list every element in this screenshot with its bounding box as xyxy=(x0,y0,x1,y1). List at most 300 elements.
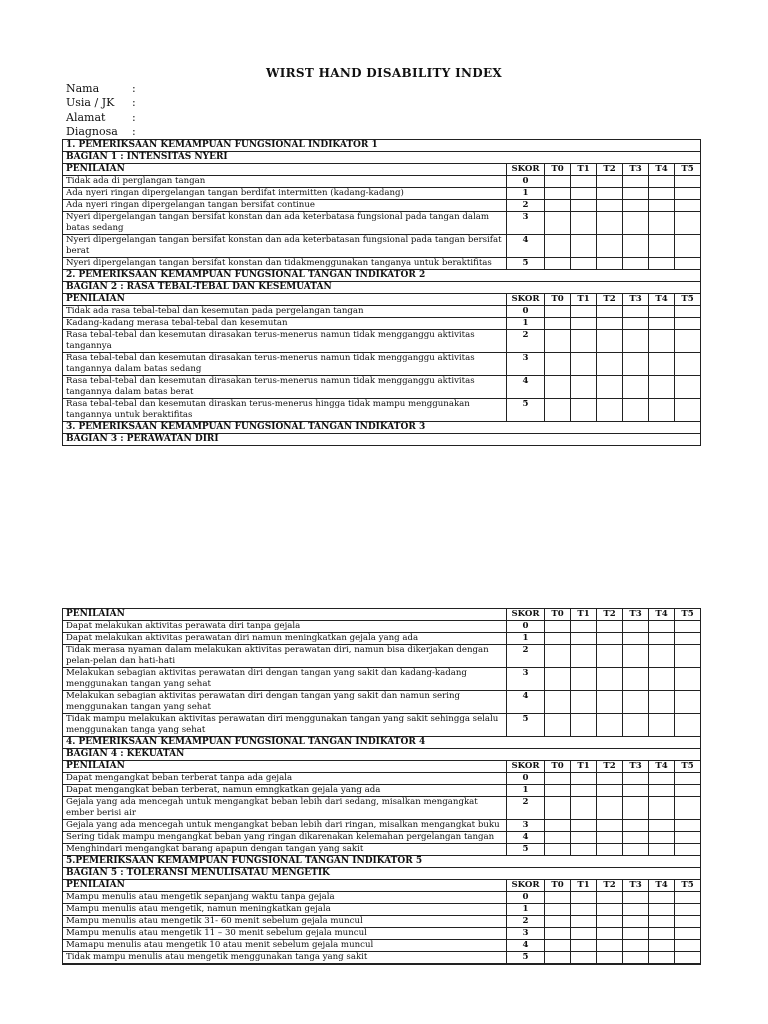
t0-header: T0 xyxy=(545,880,571,892)
score-cell-t5[interactable] xyxy=(675,668,701,691)
score-cell-t5[interactable] xyxy=(675,176,701,188)
score-value: 1 xyxy=(507,633,545,645)
score-cell-t3[interactable] xyxy=(623,797,649,820)
score-cell-t3[interactable] xyxy=(623,785,649,797)
score-cell-t2[interactable] xyxy=(597,952,623,964)
score-cell-t0[interactable] xyxy=(545,258,571,270)
score-cell-t1[interactable] xyxy=(571,176,597,188)
score-cell-t5[interactable] xyxy=(675,212,701,235)
score-cell-t2[interactable] xyxy=(597,376,623,399)
score-cell-t2[interactable] xyxy=(597,621,623,633)
t3-header: T3 xyxy=(623,880,649,892)
score-cell-t1[interactable] xyxy=(571,928,597,940)
score-cell-t4[interactable] xyxy=(649,714,675,737)
score-cell-t5[interactable] xyxy=(675,928,701,940)
score-cell-t2[interactable] xyxy=(597,714,623,737)
t4-header: T4 xyxy=(649,164,675,176)
indicator-3-heading-row xyxy=(63,422,701,434)
score-cell-t2[interactable] xyxy=(597,940,623,952)
score-cell-t0[interactable] xyxy=(545,940,571,952)
column-header-row xyxy=(63,609,701,621)
score-cell-t3[interactable] xyxy=(623,200,649,212)
criterion-text: Mampu menulis atau mengetik 11 – 30 menit sebelum gejala muncul xyxy=(63,928,507,940)
score-cell-t0[interactable] xyxy=(545,892,571,904)
table-row xyxy=(63,633,701,645)
criterion-text: Mamapu menulis atau mengetik 10 atau menit sebelum gejala muncul xyxy=(63,940,507,952)
score-cell-t3[interactable] xyxy=(623,904,649,916)
score-cell-t1[interactable] xyxy=(571,832,597,844)
score-cell-t2[interactable] xyxy=(597,645,623,668)
t5-header: T5 xyxy=(675,294,701,306)
score-cell-t3[interactable] xyxy=(623,714,649,737)
criterion-text: Sering tidak mampu mengangkat beban yang ringan dikarenakan kelemahan pergelangan tangan xyxy=(63,832,507,844)
t2-header: T2 xyxy=(597,880,623,892)
score-value: 5 xyxy=(507,714,545,737)
t4-header: T4 xyxy=(649,609,675,621)
indicator-2-heading: 2. PEMERIKSAAN KEMAMPUAN FUNGSIONAL TANGAN INDIKATOR 2 xyxy=(63,270,701,282)
score-cell-t1[interactable] xyxy=(571,844,597,856)
score-cell-t4[interactable] xyxy=(649,176,675,188)
score-cell-t5[interactable] xyxy=(675,621,701,633)
score-cell-t4[interactable] xyxy=(649,785,675,797)
score-cell-t2[interactable] xyxy=(597,200,623,212)
table-row xyxy=(63,785,701,797)
score-value: 2 xyxy=(507,200,545,212)
score-cell-t2[interactable] xyxy=(597,353,623,376)
score-cell-t2[interactable] xyxy=(597,785,623,797)
criterion-text: Mampu menulis atau mengetik sepanjang waktu tanpa gejala xyxy=(63,892,507,904)
t5-header: T5 xyxy=(675,609,701,621)
score-cell-t5[interactable] xyxy=(675,714,701,737)
t0-header: T0 xyxy=(545,164,571,176)
score-cell-t4[interactable] xyxy=(649,258,675,270)
score-cell-t5[interactable] xyxy=(675,188,701,200)
criterion-text xyxy=(63,964,507,965)
score-cell-t0[interactable] xyxy=(545,691,571,714)
score-cell-t3[interactable] xyxy=(623,940,649,952)
score-cell-t5[interactable] xyxy=(675,832,701,844)
score-cell-t3[interactable] xyxy=(623,844,649,856)
score-cell-t5[interactable] xyxy=(675,200,701,212)
score-cell-t2[interactable] xyxy=(597,820,623,832)
score-cell-t1[interactable] xyxy=(571,200,597,212)
score-cell-t0[interactable] xyxy=(545,714,571,737)
score-cell-t5[interactable] xyxy=(675,330,701,353)
table-row xyxy=(63,952,701,964)
score-cell-t2[interactable] xyxy=(597,832,623,844)
t3-header: T3 xyxy=(623,294,649,306)
score-cell-t5[interactable] xyxy=(675,952,701,964)
score-cell-t0[interactable] xyxy=(545,844,571,856)
table-row xyxy=(63,176,701,188)
score-cell-t0[interactable] xyxy=(545,353,571,376)
score-cell-t4[interactable] xyxy=(649,916,675,928)
score-cell-t0[interactable] xyxy=(545,904,571,916)
criterion-text: Mampu menulis atau mengetik, namun meningkatkan gejala xyxy=(63,904,507,916)
score-cell-t3[interactable] xyxy=(623,376,649,399)
score-value: 4 xyxy=(507,691,545,714)
table-row xyxy=(63,645,701,668)
score-cell-t0[interactable] xyxy=(545,212,571,235)
score-cell-t3[interactable] xyxy=(623,916,649,928)
table-row xyxy=(63,797,701,820)
score-cell-t0[interactable] xyxy=(545,200,571,212)
score-cell-t2[interactable] xyxy=(597,188,623,200)
score-cell-t0[interactable] xyxy=(545,306,571,318)
score-cell-t1[interactable] xyxy=(571,785,597,797)
score-cell-t1[interactable] xyxy=(571,714,597,737)
score-cell-t1[interactable] xyxy=(571,691,597,714)
score-cell-t5[interactable] xyxy=(675,376,701,399)
table-row xyxy=(63,353,701,376)
document-title: WIRST HAND DISABILITY INDEX xyxy=(265,66,503,80)
table-row xyxy=(63,258,701,270)
score-cell-t4[interactable] xyxy=(649,330,675,353)
score-cell-t5[interactable] xyxy=(675,820,701,832)
t1-header: T1 xyxy=(571,761,597,773)
score-cell-t3[interactable] xyxy=(623,892,649,904)
score-cell-t5[interactable] xyxy=(675,940,701,952)
score-cell-t0[interactable] xyxy=(545,645,571,668)
score-cell-t2[interactable] xyxy=(597,668,623,691)
score-cell-t1[interactable] xyxy=(571,258,597,270)
score-cell-t4[interactable] xyxy=(649,645,675,668)
score-cell-t1[interactable] xyxy=(571,940,597,952)
criterion-text: Ada nyeri ringan dipergelangan tangan berdifat intermitten (kadang-kadang) xyxy=(63,188,507,200)
penilaian-header: PENILAIAN xyxy=(63,761,507,773)
score-cell-t5[interactable] xyxy=(675,916,701,928)
t3-header: T3 xyxy=(623,761,649,773)
score-cell-t0[interactable] xyxy=(545,916,571,928)
score-cell-t3[interactable] xyxy=(623,964,649,965)
penilaian-header: PENILAIAN xyxy=(63,294,507,306)
bagian-5-heading-row xyxy=(63,868,701,880)
score-cell-t3[interactable] xyxy=(623,773,649,785)
bagian-5-heading: BAGIAN 5 : TOLERANSI MENULISATAU MENGETIK xyxy=(63,868,701,880)
table-row xyxy=(63,844,701,856)
table-row xyxy=(63,376,701,399)
criterion-text: Nyeri dipergelangan tangan bersifat konstan dan ada keterbatasa fungsional pada tangan dalam batas sedang xyxy=(63,212,507,235)
score-cell-t0[interactable] xyxy=(545,621,571,633)
field-colon: : xyxy=(132,111,136,124)
criterion-text: Tidak ada di perglangan tangan xyxy=(63,176,507,188)
score-cell-t4[interactable] xyxy=(649,844,675,856)
score-cell-t1[interactable] xyxy=(571,235,597,258)
field-colon: : xyxy=(132,96,136,109)
indicator-1-heading: 1. PEMERIKSAAN KEMAMPUAN FUNGSIONAL INDIKATOR 1 xyxy=(63,140,701,152)
t5-header: T5 xyxy=(675,880,701,892)
score-cell-t0[interactable] xyxy=(545,376,571,399)
score-cell-t4[interactable] xyxy=(649,904,675,916)
t2-header: T2 xyxy=(597,609,623,621)
column-header-row xyxy=(63,294,701,306)
column-header-row xyxy=(63,164,701,176)
score-cell-t4[interactable] xyxy=(649,691,675,714)
score-cell-t4[interactable] xyxy=(649,892,675,904)
penilaian-header: PENILAIAN xyxy=(63,880,507,892)
score-cell-t1[interactable] xyxy=(571,376,597,399)
score-cell-t3[interactable] xyxy=(623,621,649,633)
score-cell-t0[interactable] xyxy=(545,330,571,353)
score-cell-t0[interactable] xyxy=(545,633,571,645)
score-cell-t4[interactable] xyxy=(649,621,675,633)
score-cell-t3[interactable] xyxy=(623,820,649,832)
score-cell-t3[interactable] xyxy=(623,318,649,330)
score-value: 0 xyxy=(507,306,545,318)
score-cell-t2[interactable] xyxy=(597,306,623,318)
score-cell-t0[interactable] xyxy=(545,176,571,188)
score-cell-t0[interactable] xyxy=(545,318,571,330)
score-cell-t1[interactable] xyxy=(571,318,597,330)
score-value: 4 xyxy=(507,235,545,258)
skor-header: SKOR xyxy=(507,294,545,306)
score-cell-t3[interactable] xyxy=(623,832,649,844)
t0-header: T0 xyxy=(545,761,571,773)
skor-header: SKOR xyxy=(507,609,545,621)
score-cell-t2[interactable] xyxy=(597,633,623,645)
score-value: 0 xyxy=(507,176,545,188)
score-cell-t5[interactable] xyxy=(675,645,701,668)
score-cell-t3[interactable] xyxy=(623,691,649,714)
score-cell-t4[interactable] xyxy=(649,353,675,376)
score-cell-t4[interactable] xyxy=(649,633,675,645)
score-cell-t2[interactable] xyxy=(597,964,623,965)
score-cell-t0[interactable] xyxy=(545,928,571,940)
score-cell-t3[interactable] xyxy=(623,645,649,668)
score-cell-t2[interactable] xyxy=(597,844,623,856)
score-cell-t5[interactable] xyxy=(675,691,701,714)
bagian-2-heading: BAGIAN 2 : RASA TEBAL-TEBAL DAN KESEMUATAN xyxy=(63,282,701,294)
score-value: 3 xyxy=(507,353,545,376)
score-cell-t4[interactable] xyxy=(649,964,675,965)
score-cell-t5[interactable] xyxy=(675,892,701,904)
table-row xyxy=(63,212,701,235)
score-cell-t2[interactable] xyxy=(597,212,623,235)
field-diagnosa xyxy=(66,125,136,138)
score-value: 3 xyxy=(507,212,545,235)
criterion-text: Mampu menulis atau mengetik 31- 60 menit sebelum gejala muncul xyxy=(63,916,507,928)
penilaian-header: PENILAIAN xyxy=(63,609,507,621)
score-cell-t1[interactable] xyxy=(571,188,597,200)
criterion-text: Dapat melakukan aktivitas perawata diri tanpa gejala xyxy=(63,621,507,633)
score-cell-t4[interactable] xyxy=(649,399,675,422)
table-row xyxy=(63,916,701,928)
score-cell-t4[interactable] xyxy=(649,668,675,691)
assessment-table-1 xyxy=(62,139,701,446)
score-cell-t3[interactable] xyxy=(623,306,649,318)
score-cell-t1[interactable] xyxy=(571,892,597,904)
score-cell-t1[interactable] xyxy=(571,797,597,820)
score-cell-t3[interactable] xyxy=(623,952,649,964)
score-cell-t1[interactable] xyxy=(571,212,597,235)
score-cell-t4[interactable] xyxy=(649,773,675,785)
column-header-row xyxy=(63,880,701,892)
score-cell-t4[interactable] xyxy=(649,200,675,212)
score-cell-t2[interactable] xyxy=(597,691,623,714)
score-cell-t4[interactable] xyxy=(649,235,675,258)
score-cell-t0[interactable] xyxy=(545,820,571,832)
score-value: 1 xyxy=(507,318,545,330)
criterion-text: Dapat mengangkat beban terberat, namun emngkatkan gejala yang ada xyxy=(63,785,507,797)
score-cell-t4[interactable] xyxy=(649,832,675,844)
score-cell-t4[interactable] xyxy=(649,797,675,820)
bagian-3-heading-row xyxy=(63,434,701,446)
score-cell-t0[interactable] xyxy=(545,797,571,820)
score-cell-t5[interactable] xyxy=(675,785,701,797)
score-cell-t2[interactable] xyxy=(597,904,623,916)
score-cell-t5[interactable] xyxy=(675,306,701,318)
score-cell-t1[interactable] xyxy=(571,904,597,916)
score-cell-t3[interactable] xyxy=(623,633,649,645)
score-cell-t2[interactable] xyxy=(597,892,623,904)
score-cell-t1[interactable] xyxy=(571,668,597,691)
score-cell-t4[interactable] xyxy=(649,188,675,200)
score-cell-t4[interactable] xyxy=(649,306,675,318)
score-cell-t1[interactable] xyxy=(571,399,597,422)
score-cell-t0[interactable] xyxy=(545,964,571,965)
table-row xyxy=(63,621,701,633)
table-row xyxy=(63,904,701,916)
score-cell-t1[interactable] xyxy=(571,820,597,832)
score-cell-t5[interactable] xyxy=(675,797,701,820)
score-cell-t3[interactable] xyxy=(623,399,649,422)
score-cell-t0[interactable] xyxy=(545,785,571,797)
score-value xyxy=(507,964,545,965)
criterion-text: Dapat mengangkat beban terberat tanpa ada gejala xyxy=(63,773,507,785)
score-cell-t2[interactable] xyxy=(597,928,623,940)
score-cell-t2[interactable] xyxy=(597,797,623,820)
t4-header: T4 xyxy=(649,880,675,892)
score-cell-t1[interactable] xyxy=(571,353,597,376)
criterion-text: Tidak merasa nyaman dalam melakukan aktivitas perawatan diri, namun bisa dikerjakan dengan pelan-pelan dan hati-hati xyxy=(63,645,507,668)
t2-header: T2 xyxy=(597,164,623,176)
score-cell-t3[interactable] xyxy=(623,928,649,940)
score-cell-t1[interactable] xyxy=(571,952,597,964)
penilaian-header: PENILAIAN xyxy=(63,164,507,176)
score-cell-t2[interactable] xyxy=(597,235,623,258)
score-cell-t1[interactable] xyxy=(571,964,597,965)
table-row xyxy=(63,820,701,832)
score-cell-t5[interactable] xyxy=(675,353,701,376)
score-cell-t4[interactable] xyxy=(649,318,675,330)
score-cell-t0[interactable] xyxy=(545,952,571,964)
criterion-text: Tidak ada rasa tebal-tebal dan kesemutan pada pergelangan tangan xyxy=(63,306,507,318)
score-cell-t5[interactable] xyxy=(675,235,701,258)
score-cell-t2[interactable] xyxy=(597,330,623,353)
score-cell-t1[interactable] xyxy=(571,773,597,785)
score-value: 0 xyxy=(507,621,545,633)
score-cell-t4[interactable] xyxy=(649,376,675,399)
score-value: 4 xyxy=(507,832,545,844)
criterion-text: Kadang-kadang merasa tebal-tebal dan kesemutan xyxy=(63,318,507,330)
table-row xyxy=(63,668,701,691)
score-value: 1 xyxy=(507,904,545,916)
indicator-4-heading-row xyxy=(63,737,701,749)
bagian-3-heading: BAGIAN 3 : PERAWATAN DIRI xyxy=(63,434,701,446)
score-value: 2 xyxy=(507,645,545,668)
score-value: 5 xyxy=(507,258,545,270)
criterion-text: Gejala yang ada mencegah untuk mengangkat beban lebih dari sedang, misalkan mengangkat ember berisi air xyxy=(63,797,507,820)
score-cell-t1[interactable] xyxy=(571,645,597,668)
field-label: Nama xyxy=(66,82,100,95)
score-cell-t5[interactable] xyxy=(675,773,701,785)
table-row xyxy=(63,188,701,200)
score-cell-t5[interactable] xyxy=(675,633,701,645)
score-cell-t5[interactable] xyxy=(675,258,701,270)
table-row xyxy=(63,928,701,940)
score-value: 4 xyxy=(507,940,545,952)
criterion-text: Rasa tebal-tebal dan kesemutan diraskan terus-menerus hingga tidak mampu menggunakan tangannya untuk beraktifitas xyxy=(63,399,507,422)
score-cell-t0[interactable] xyxy=(545,188,571,200)
criterion-text: Melakukan sebagian aktivitas perawatan diri dengan tangan yang sakit dan kadang-kadang menggunakan tangan yang sehat xyxy=(63,668,507,691)
criterion-text: Nyeri dipergelangan tangan bersifat konstan dan tidakmenggunakan tanganya untuk beraktifitas xyxy=(63,258,507,270)
bagian-2-heading-row xyxy=(63,282,701,294)
t3-header: T3 xyxy=(623,609,649,621)
score-cell-t1[interactable] xyxy=(571,330,597,353)
score-cell-t2[interactable] xyxy=(597,399,623,422)
score-cell-t0[interactable] xyxy=(545,235,571,258)
score-cell-t5[interactable] xyxy=(675,399,701,422)
field-nama xyxy=(66,82,136,95)
score-cell-t1[interactable] xyxy=(571,633,597,645)
score-cell-t3[interactable] xyxy=(623,353,649,376)
score-cell-t1[interactable] xyxy=(571,306,597,318)
score-cell-t3[interactable] xyxy=(623,235,649,258)
score-value: 5 xyxy=(507,844,545,856)
score-cell-t2[interactable] xyxy=(597,916,623,928)
score-cell-t0[interactable] xyxy=(545,773,571,785)
skor-header: SKOR xyxy=(507,880,545,892)
score-value: 4 xyxy=(507,376,545,399)
score-cell-t1[interactable] xyxy=(571,916,597,928)
score-cell-t0[interactable] xyxy=(545,399,571,422)
score-cell-t5[interactable] xyxy=(675,318,701,330)
score-cell-t5[interactable] xyxy=(675,844,701,856)
score-cell-t5[interactable] xyxy=(675,904,701,916)
score-cell-t3[interactable] xyxy=(623,330,649,353)
score-cell-t0[interactable] xyxy=(545,668,571,691)
t5-header: T5 xyxy=(675,164,701,176)
score-cell-t5[interactable] xyxy=(675,964,701,965)
score-cell-t4[interactable] xyxy=(649,940,675,952)
field-label: Diagnosa xyxy=(66,125,118,138)
table-row xyxy=(63,832,701,844)
score-cell-t3[interactable] xyxy=(623,668,649,691)
score-cell-t4[interactable] xyxy=(649,928,675,940)
skor-header: SKOR xyxy=(507,761,545,773)
score-cell-t3[interactable] xyxy=(623,212,649,235)
score-cell-t0[interactable] xyxy=(545,832,571,844)
criterion-text: Rasa tebal-tebal dan kesemutan dirasakan terus-menerus namun tidak mengganggu aktivitas tangannya xyxy=(63,330,507,353)
indicator-3-heading: 3. PEMERIKSAAN KEMAMPUAN FUNGSIONAL TANGAN INDIKATOR 3 xyxy=(63,422,701,434)
score-cell-t1[interactable] xyxy=(571,621,597,633)
score-cell-t2[interactable] xyxy=(597,258,623,270)
score-cell-t3[interactable] xyxy=(623,176,649,188)
score-cell-t3[interactable] xyxy=(623,258,649,270)
table-row xyxy=(63,330,701,353)
score-cell-t2[interactable] xyxy=(597,773,623,785)
score-cell-t2[interactable] xyxy=(597,176,623,188)
score-cell-t3[interactable] xyxy=(623,188,649,200)
t1-header: T1 xyxy=(571,164,597,176)
field-label: Usia / JK xyxy=(66,96,115,109)
t1-header: T1 xyxy=(571,294,597,306)
score-cell-t4[interactable] xyxy=(649,212,675,235)
score-cell-t2[interactable] xyxy=(597,318,623,330)
score-value: 2 xyxy=(507,330,545,353)
score-cell-t4[interactable] xyxy=(649,952,675,964)
score-cell-t4[interactable] xyxy=(649,820,675,832)
